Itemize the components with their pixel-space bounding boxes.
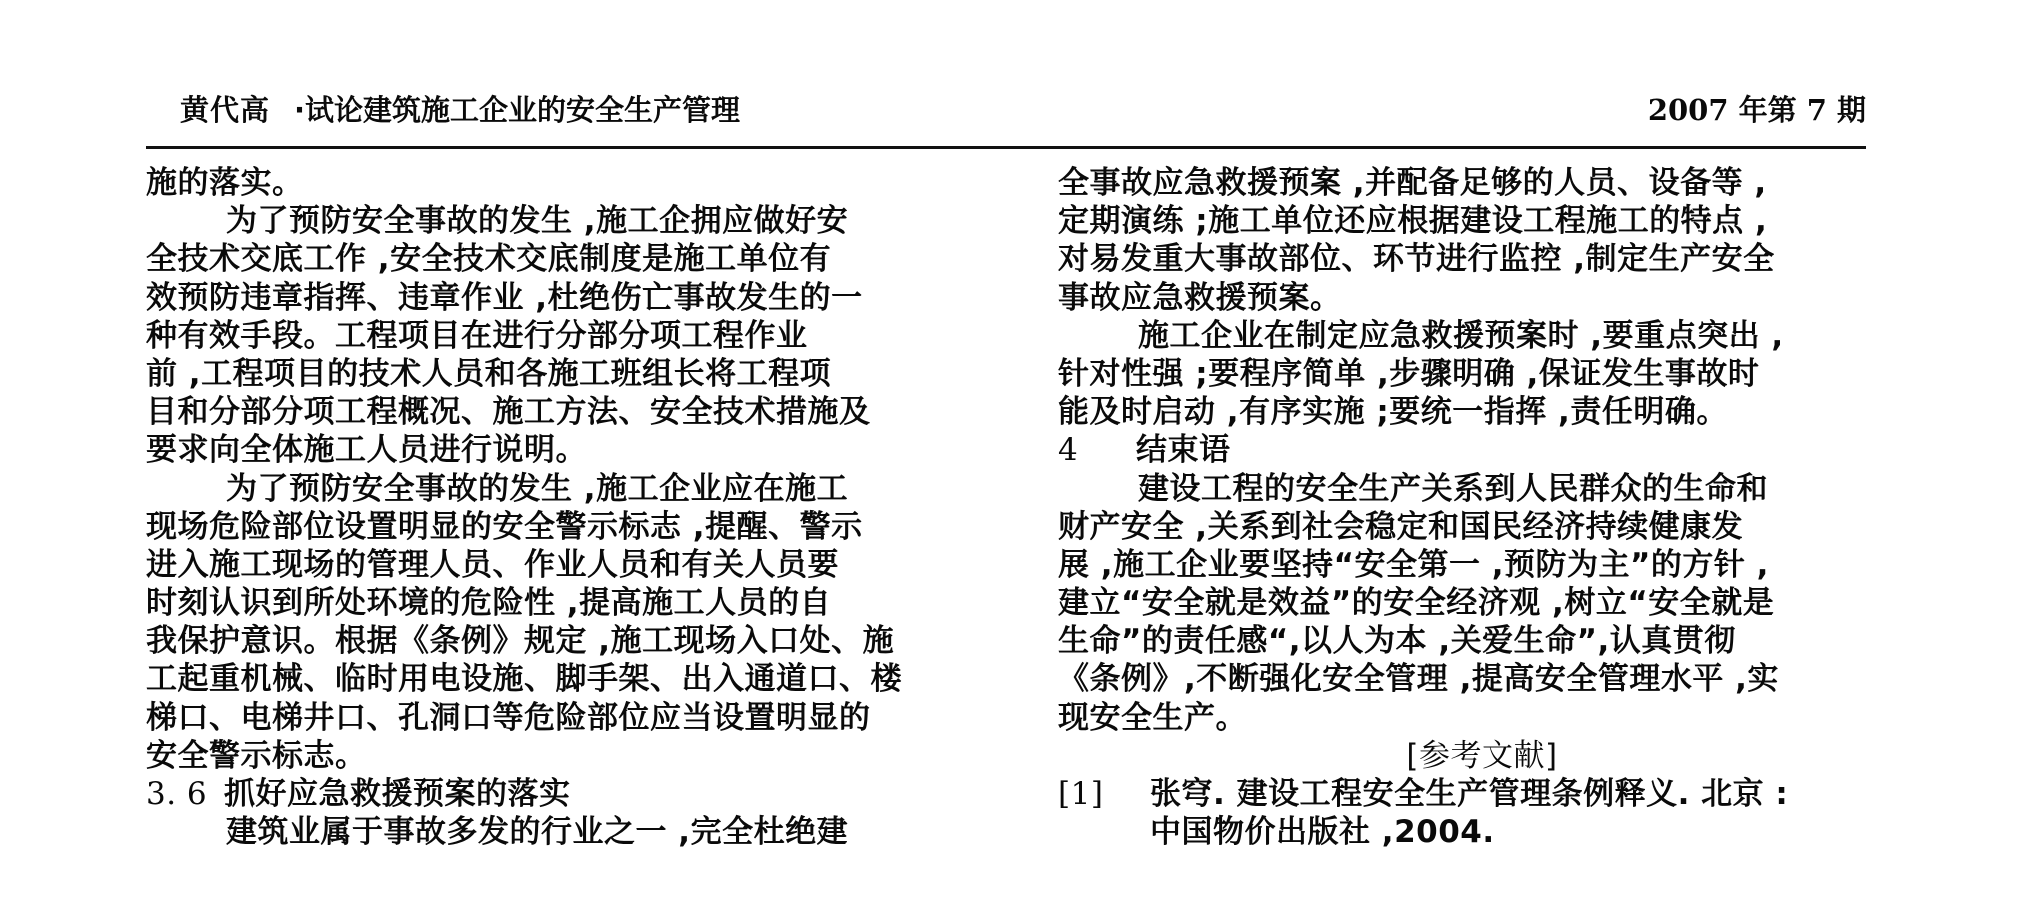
reference-number: [1] bbox=[1058, 776, 1104, 812]
text-line: 定期演练 ;施工单位还应根据建设工程施工的特点 , bbox=[1058, 203, 1768, 240]
reference-item bbox=[1058, 775, 1906, 813]
text-line: 现安全生产。 bbox=[1058, 699, 1247, 736]
text-line: 时刻认识到所处环境的危险性 ,提高施工人员的自 bbox=[146, 585, 832, 622]
text-line: 全技术交底工作 ,安全技术交底制度是施工单位有 bbox=[146, 241, 832, 278]
right-column bbox=[1058, 164, 1906, 851]
section-number: 3. 6 bbox=[146, 776, 208, 812]
text-line: 针对性强 ;要程序简单 ,步骤明确 ,保证发生事故时 bbox=[1058, 355, 1760, 392]
running-header bbox=[180, 88, 1866, 128]
text-line: 进入施工现场的管理人员、作业人员和有关人员要 bbox=[146, 546, 839, 583]
header-author: 黄代高 bbox=[180, 93, 271, 127]
text-line: 施工企业在制定应急救援预案时 ,要重点突出 , bbox=[1138, 317, 1784, 354]
text-line: 财产安全 ,关系到社会稳定和国民经济持续健康发 bbox=[1058, 508, 1744, 545]
references-title: [参考文献] bbox=[1406, 737, 1558, 774]
right-paragraph-lines bbox=[1058, 164, 1906, 431]
text-line: 我保护意识。根据《条例》规定 ,施工现场入口处、施 bbox=[146, 623, 895, 660]
text-line: 《条例》,不断强化安全管理 ,提高安全管理水平 ,实 bbox=[1058, 661, 1779, 698]
text-line: 现场危险部位设置明显的安全警示标志 ,提醒、警示 bbox=[146, 508, 863, 545]
text-line: 工起重机械、临时用电设施、脚手架、出入通道口、楼 bbox=[146, 661, 902, 698]
conclusion-lines bbox=[1058, 470, 1906, 737]
section-heading-3-6 bbox=[146, 775, 988, 813]
text-line: 生命”的责任感“,以人为本 ,关爱生命”,认真贯彻 bbox=[1058, 623, 1736, 660]
text-line: 全事故应急救援预案 ,并配备足够的人员、设备等 , bbox=[1058, 165, 1767, 201]
references-list bbox=[1058, 775, 1906, 851]
text-line: 安全警示标志。 bbox=[146, 737, 367, 774]
text-line: 效预防违章指挥、违章作业 ,杜绝伤亡事故发生的一 bbox=[146, 279, 863, 316]
text-line: 为了预防安全事故的发生 ,施工企拥应做好安 bbox=[226, 203, 849, 240]
section-number: 4 bbox=[1058, 432, 1079, 469]
text-line: 目和分部分项工程概况、施工方法、安全技术措施及 bbox=[146, 394, 871, 431]
text-line: 建立“安全就是效益”的安全经济观 ,树立“安全就是 bbox=[1058, 585, 1775, 622]
text-line: 施的落实。 bbox=[146, 165, 304, 201]
text-line: 事故应急救援预案。 bbox=[1058, 279, 1342, 316]
header-article-title: ·试论建筑施工企业的安全生产管理 bbox=[294, 93, 741, 127]
text-line: 展 ,施工企业要坚持“安全第一 ,预防为主”的方针 , bbox=[1058, 546, 1769, 583]
section-title: 结束语 bbox=[1136, 432, 1231, 469]
section-heading-4 bbox=[1058, 431, 1906, 469]
text-line: 种有效手段。工程项目在进行分部分项工程作业 bbox=[146, 317, 808, 354]
left-paragraph-lines bbox=[146, 164, 988, 775]
header-left bbox=[180, 88, 740, 129]
text-line: 要求向全体施工人员进行说明。 bbox=[146, 432, 587, 469]
text-line: 梯口、电梯井口、孔洞口等危险部位应当设置明显的 bbox=[146, 699, 871, 736]
section-title: 抓好应急救援预案的落实 bbox=[224, 776, 571, 812]
header-issue: 2007 年第 7 期 bbox=[1647, 93, 1866, 127]
text-line: 前 ,工程项目的技术人员和各施工班组长将工程项 bbox=[146, 355, 832, 392]
text-line: 能及时启动 ,有序实施 ;要统一指挥 ,责任明确。 bbox=[1058, 394, 1728, 431]
reference-text: 张穹. 建设工程安全生产管理条例释义. 北京 : bbox=[1150, 776, 1789, 812]
text-line: 建设工程的安全生产关系到人民群众的生命和 bbox=[1138, 470, 1768, 507]
text-line: 对易发重大事故部位、环节进行监控 ,制定生产安全 bbox=[1058, 241, 1775, 278]
header-rule bbox=[146, 146, 1866, 149]
reference-continuation: 中国物价出版社 ,2004. bbox=[1150, 814, 1495, 851]
text-line: 建筑业属于事故多发的行业之一 ,完全杜绝建 bbox=[226, 814, 849, 851]
left-column bbox=[146, 164, 988, 851]
text-line: 为了预防安全事故的发生 ,施工企业应在施工 bbox=[226, 470, 849, 507]
